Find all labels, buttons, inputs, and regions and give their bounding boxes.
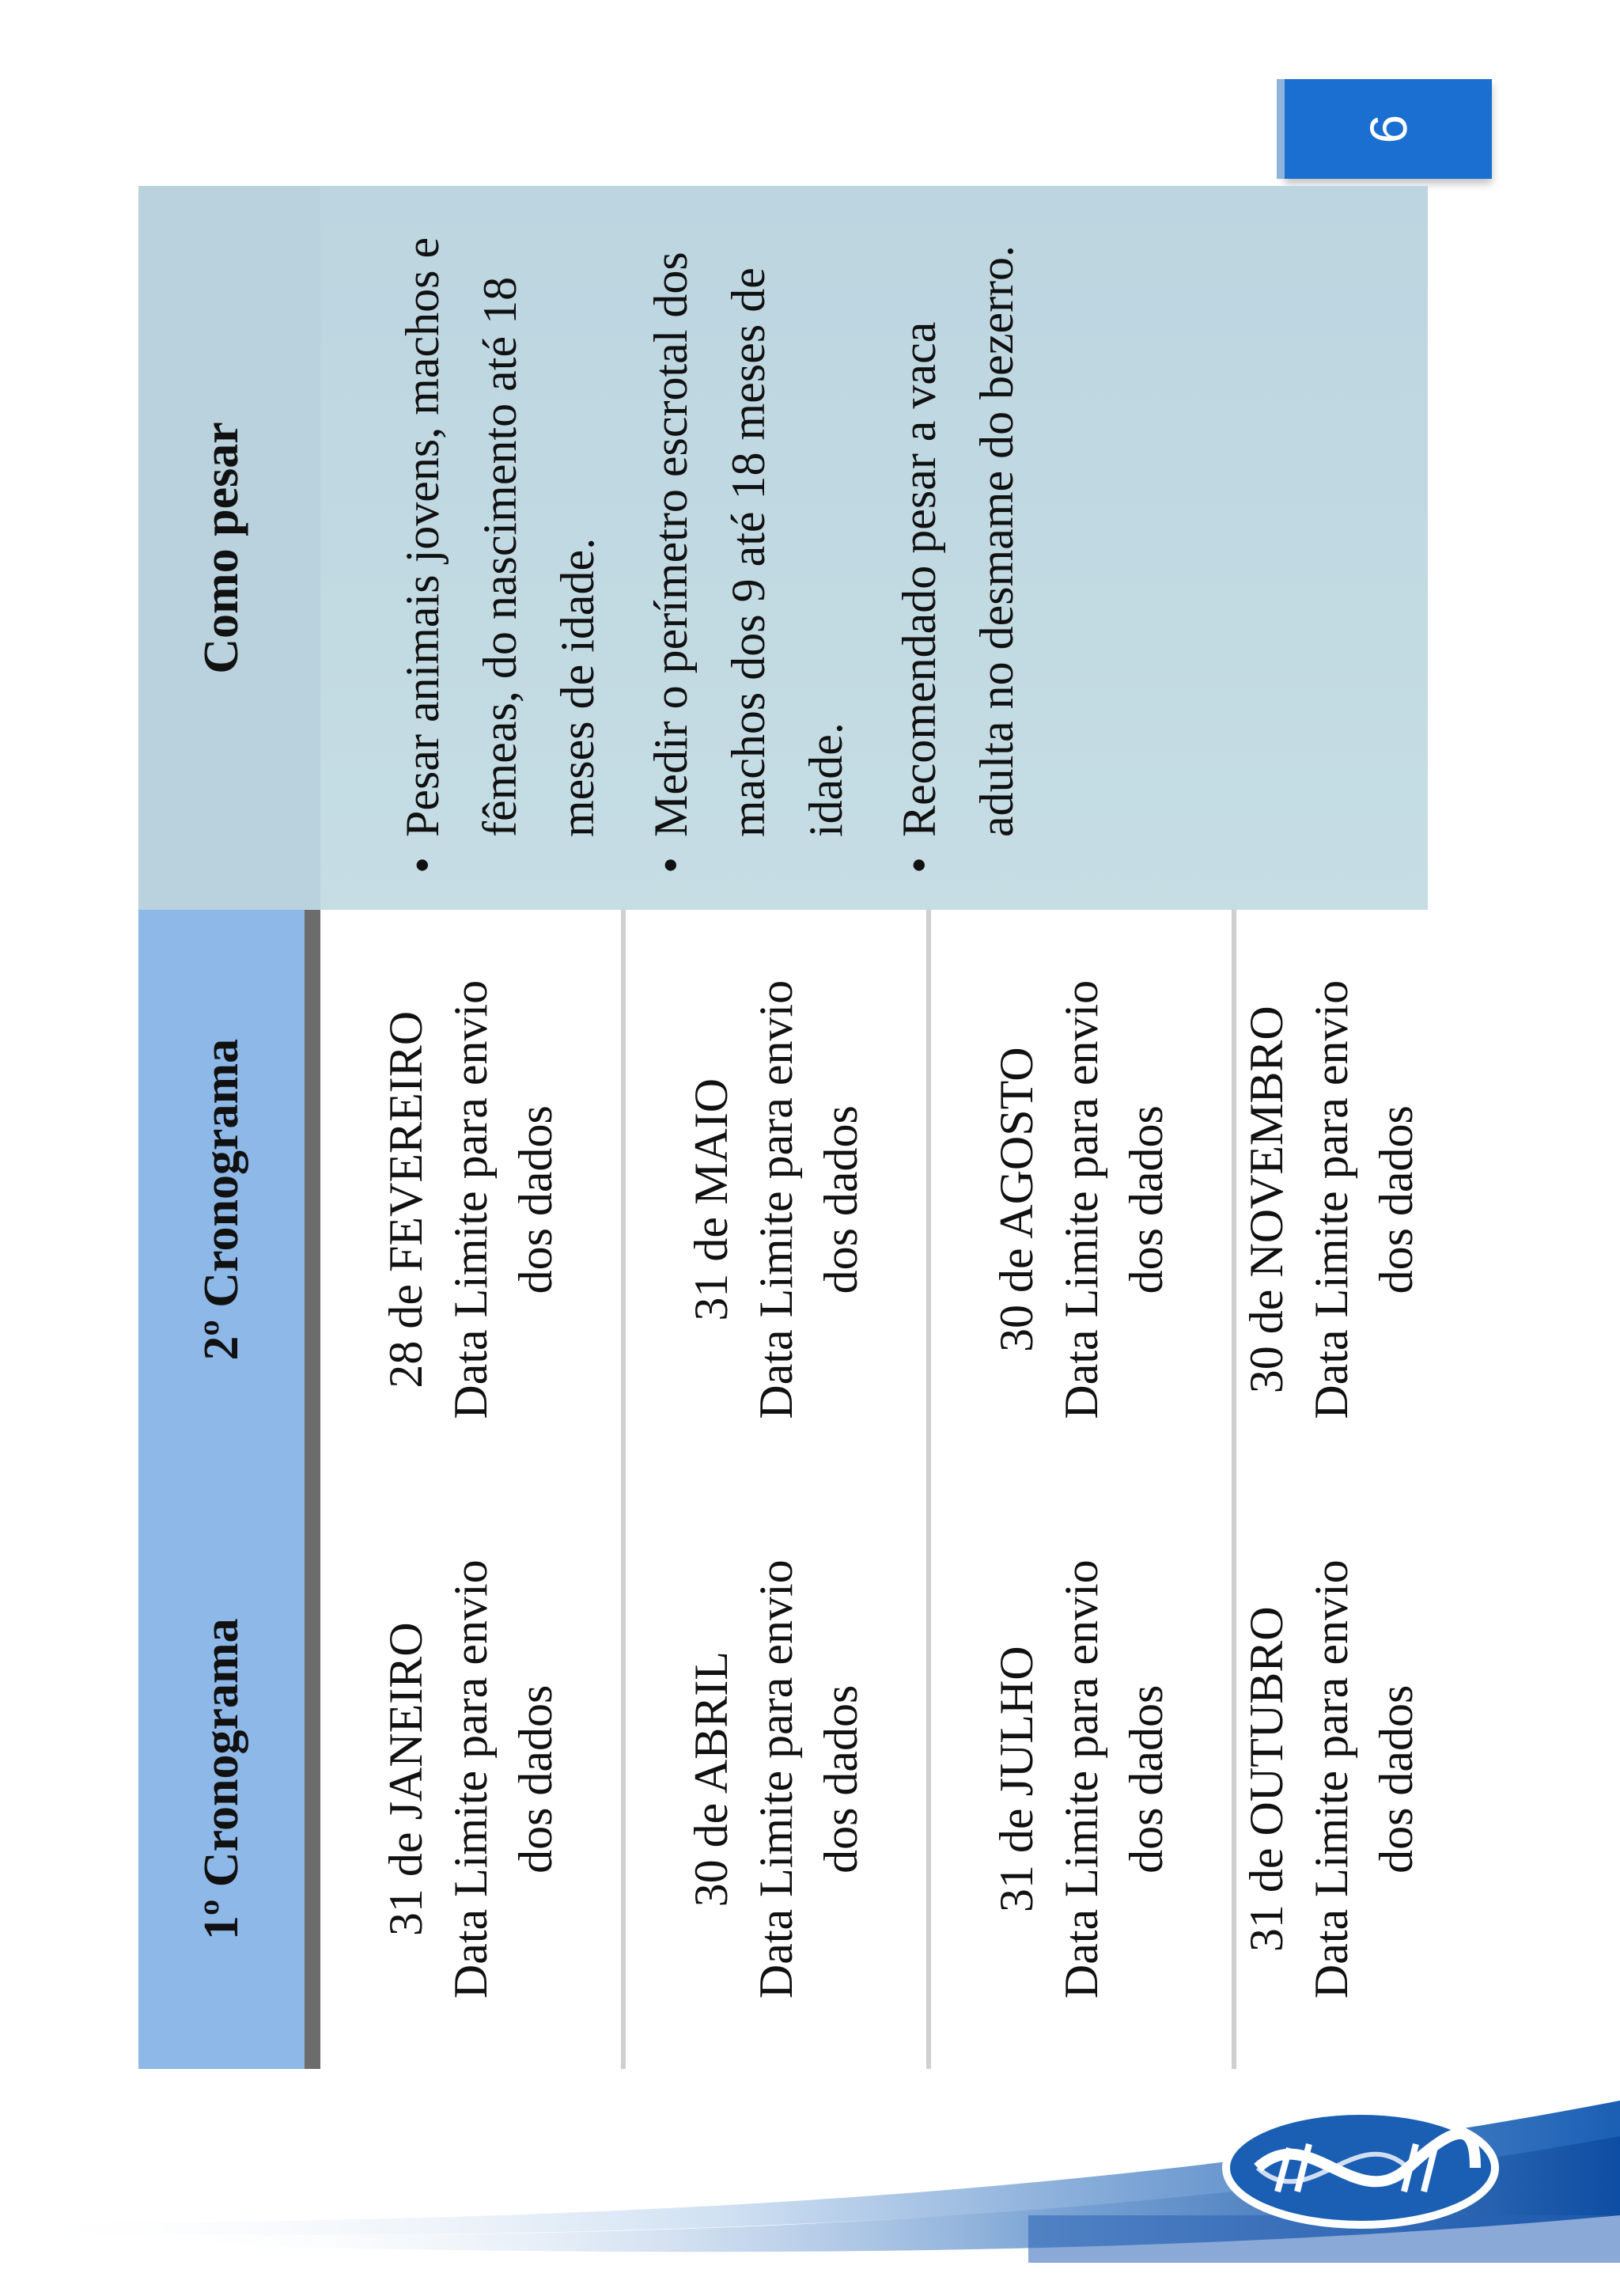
table-row [931, 910, 1236, 2069]
bullet-icon: • [396, 856, 449, 873]
deadline-date: 31 de OUTUBRO [1240, 1606, 1293, 1953]
deadline-date: 28 de FEVEREIRO [380, 1010, 432, 1389]
deadline-note: Data Limite para envio [445, 979, 497, 1419]
first-schedule-cell [1236, 1490, 1426, 2070]
deadline-note: Data Limite para envio [1055, 1559, 1107, 1999]
table-row [320, 910, 626, 2069]
deadline-note: Data Limite para envio [750, 979, 802, 1419]
bullet-icon: • [893, 856, 945, 873]
header-first-schedule: 1º Cronograma [194, 1618, 248, 1941]
first-schedule-cell [320, 1490, 621, 2070]
second-schedule-cell [626, 910, 926, 1490]
deadline-note: dos dados [1370, 1105, 1422, 1294]
deadline-note: dos dados [509, 1684, 562, 1874]
footer-swoosh [0, 2025, 1620, 2292]
second-schedule-cell [320, 910, 621, 1490]
deadline-note: dos dados [815, 1105, 867, 1294]
second-schedule-cell [1236, 910, 1426, 1490]
deadline-note: Data Limite para envio [1055, 979, 1107, 1419]
deadline-note: Data Limite para envio [1305, 979, 1357, 1419]
table-row [1236, 910, 1426, 2069]
page-number-badge [1285, 79, 1492, 179]
deadline-date: 31 de MAIO [685, 1078, 737, 1321]
deadline-note: dos dados [1120, 1105, 1172, 1294]
how-item-text: Recomendado pesar a vaca adulta no desmame do bezerro. [893, 244, 1023, 837]
page-number: 9 [1359, 114, 1418, 144]
dna-logo-icon [1214, 2101, 1507, 2235]
deadline-note: Data Limite para envio [750, 1559, 802, 1999]
header-how-to-weigh: Como pesar [138, 186, 305, 910]
deadline-note: dos dados [1120, 1684, 1172, 1874]
bullet-icon: • [645, 856, 697, 873]
deadline-date: 30 de AGOSTO [990, 1047, 1043, 1353]
deadline-note: dos dados [509, 1105, 562, 1294]
second-schedule-cell [931, 910, 1232, 1490]
deadline-date: 30 de NOVEMBRO [1240, 1006, 1293, 1394]
header-second-schedule: 2º Cronograma [194, 1038, 248, 1361]
deadline-note: Data Limite para envio [1305, 1559, 1357, 1999]
how-item [384, 218, 616, 878]
table-header-row [138, 186, 305, 2069]
deadline-note: dos dados [815, 1684, 867, 1874]
first-schedule-cell [931, 1490, 1232, 2070]
table-row [626, 910, 931, 2069]
header-divider [305, 910, 320, 2069]
how-item [632, 218, 865, 878]
how-item-text: Medir o perímetro escrotal dos machos dos 9 até 18 meses de idade. [645, 252, 852, 837]
how-item-text: Pesar animais jovens, machos e fêmeas, do nascimento até 18 meses de idade. [396, 237, 604, 837]
how-item [880, 218, 1035, 878]
brand-logo [1214, 2101, 1507, 2235]
deadline-date: 31 de JULHO [990, 1646, 1043, 1913]
first-schedule-cell [626, 1490, 926, 2070]
table-body [320, 910, 1428, 2069]
header-divider-panel [305, 186, 320, 910]
deadline-date: 30 de ABRIL [685, 1651, 737, 1908]
deadline-date: 31 de JANEIRO [380, 1622, 432, 1937]
schedule-header-group [138, 910, 305, 2069]
how-to-weigh-panel [320, 186, 1428, 910]
deadline-note: Data Limite para envio [445, 1559, 497, 1999]
schedule-table [138, 186, 1436, 2069]
deadline-note: dos dados [1370, 1684, 1422, 1874]
